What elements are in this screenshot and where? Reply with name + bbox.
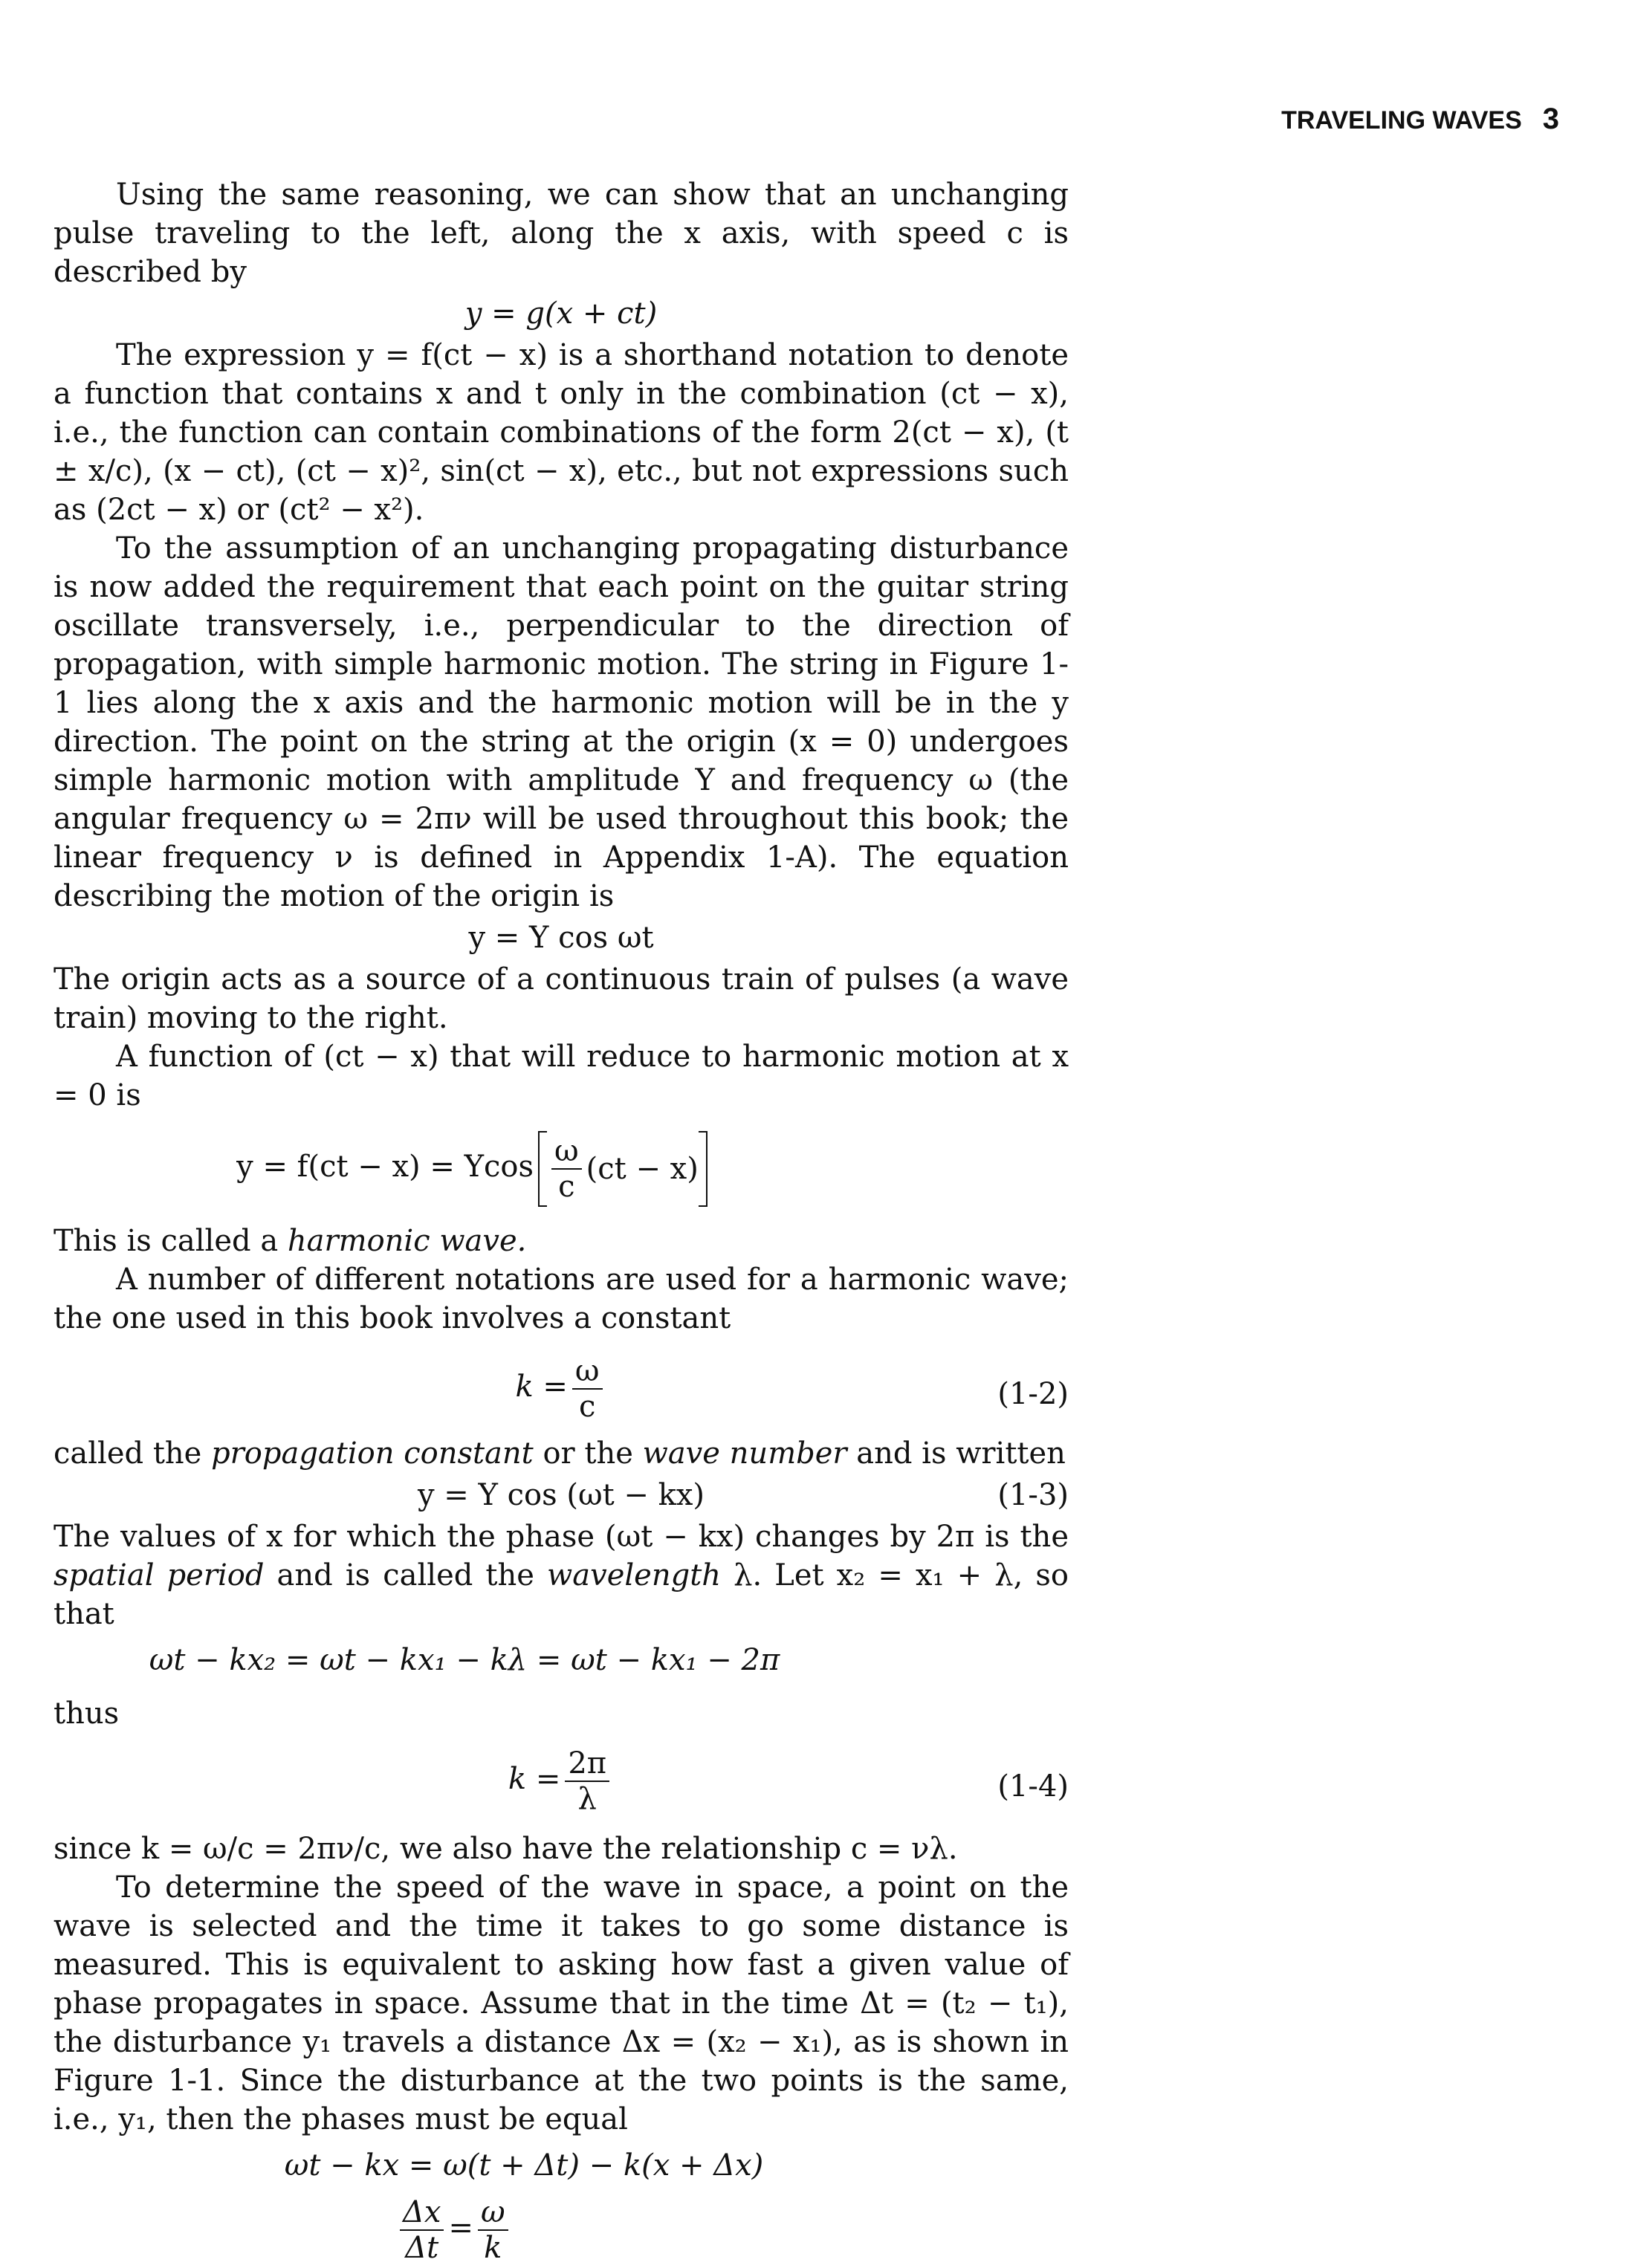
eq5-label: (1-3) [997,1478,1069,1512]
paragraph-8 [54,1434,1069,1473]
p8-text-b: or the [533,1436,643,1471]
p8-text-a: called the [54,1436,212,1471]
eq9-denominator-2: k [484,2231,502,2265]
header-title: TRAVELING WAVES [1281,106,1522,135]
paragraph-5: A function of (ct − x) that will reduce to harmonic motion at x = 0 is [54,1040,1069,1112]
paragraph-12: To determine the speed of the wave in space, a point on the wave is selected and the time it takes to go some distance is measured. This is equivalent to asking how fast a given value of phase propagates in space. Assume that in the time Δt = (t₂ − t₁), the disturbance y₁ travels a distance Δx = (x₂ − x₁), as is shown in Figure 1-1. Since the disturbance at the two points is the same, i.e., y₁, then the phases must be equal [54,1870,1069,2136]
eq3-right: (ct − x) [586,1152,699,1186]
eq9-equals: = [448,2211,473,2245]
equation-left-pulse: y = g(x + ct) [464,297,658,331]
equation-phase-equal: ωt − kx = ω(t + Δt) − k(x + Δx) [284,2148,764,2183]
p6-text: This is called a [54,1224,288,1258]
eq9-fraction-2 [478,2195,508,2265]
eq4-label: (1-2) [997,1377,1069,1411]
paragraph-11: since k = ω/c = 2πν/c, we also have the relationship c = νλ. [54,1832,958,1866]
eq3-left: y = f(ct − x) = Ycos [236,1150,534,1184]
running-header [1281,103,1559,136]
paragraph-7: A number of different notations are used for a harmonic wave; the one used in this book involves a constant [54,1263,1069,1335]
eq3-fraction [551,1134,582,1204]
paragraph-4: The origin acts as a source of a continuous train of pulses (a wave train) moving to the right. [54,962,1069,1035]
eq7-left: k = [508,1762,561,1796]
equation-1-2 [54,1354,1069,1424]
eq7-numerator: 2π [565,1746,609,1782]
paragraph-1: Using the same reasoning, we can show that an unchanging pulse traveling to the left, along the x axis, with speed c is described by [54,178,1069,289]
equation-harmonic-wave [54,1131,1069,1207]
paragraph-3: To the assumption of an unchanging propagating disturbance is now added the requirement that each point on the guitar string oscillate transversely, i.e., perpendicular to the direction of propagation, with simple harmonic motion. The string in Figure 1-1 lies along the x axis and the harmonic motion will be in the y direction. The point on the string at the origin (x = 0) undergoes simple harmonic motion with amplitude Y and frequency ω (the angular frequency ω = 2πν will be used throughout this book; the linear frequency ν is defined in Appendix 1-A). The equation describing the motion of the origin is [54,531,1069,913]
p9-text-a: The values of x for which the phase (ωt − kx) changes by 2π is the [54,1520,1069,1554]
eq9-numerator-2: ω [478,2195,508,2231]
p8-emphasis-2: wave number [642,1436,847,1471]
body-text [54,175,1069,2268]
eq4-left: k = [515,1370,568,1404]
equation-1-3 [54,1476,1069,1514]
equation-1-4 [54,1746,1069,1816]
equation-speed [54,2195,1069,2265]
eq9-fraction-1 [400,2195,444,2265]
eq3-denominator: c [558,1170,575,1204]
paragraph-2: The expression y = f(ct − x) is a shorthand notation to denote a function that contains x and t only in the combination (ct − x), i.e., the function can contain combinations of the form 2(ct − x), (t ± x/c), (x − ct), (ct − x)², sin(ct − x), etc., but not expressions such as (2ct − x) or (ct² − x²). [54,338,1069,527]
equation-phase-shift: ωt − kx₂ = ωt − kx₁ − kλ = ωt − kx₁ − 2π [149,1643,780,1677]
eq4-numerator: ω [572,1354,603,1390]
p9-text-b: and is called the [264,1558,548,1593]
p9-emphasis-2: wavelength [547,1558,722,1593]
eq3-bracket [538,1131,707,1207]
paragraph-10: thus [54,1697,120,1731]
paragraph-6 [54,1222,1069,1260]
eq9-denominator-1: Δt [405,2231,439,2265]
eq4-fraction [572,1354,603,1424]
page-number: 3 [1542,103,1559,135]
p9-text-c: λ. Let x₂ = x₁ + λ, so that [54,1558,1069,1631]
equation-origin-motion: y = Y cos ωt [468,921,654,955]
p9-emphasis-1: spatial period [54,1558,265,1593]
p8-text-c: and is written [846,1436,1066,1471]
eq7-label: (1-4) [997,1769,1069,1804]
eq7-fraction [565,1746,609,1816]
eq4-denominator: c [579,1390,596,1424]
eq5-body: y = Y cos (ωt − kx) [417,1478,705,1512]
eq7-denominator: λ [577,1782,597,1816]
eq9-numerator-1: Δx [400,2195,444,2231]
p8-emphasis-1: propagation constant [211,1436,534,1471]
paragraph-9 [54,1517,1069,1633]
eq3-numerator: ω [551,1134,582,1170]
p6-emphasis: harmonic wave. [287,1224,527,1258]
